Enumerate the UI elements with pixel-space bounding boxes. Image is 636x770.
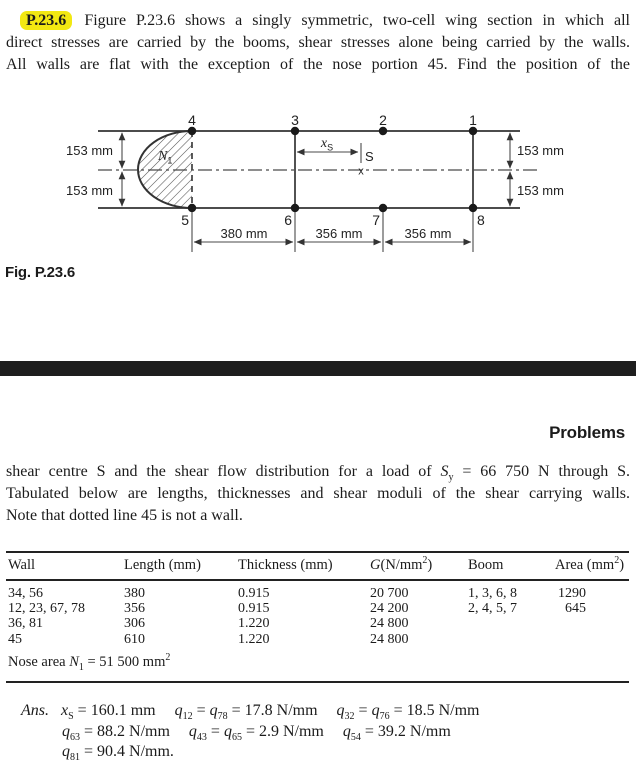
- nose-cell-label: $N_1$: [158, 149, 173, 166]
- boom-label-2: 2: [379, 112, 387, 128]
- cell-shear-modulus: 24 800: [370, 616, 409, 632]
- boom-dot-3: [291, 127, 299, 135]
- answer-q12-q78: $q_{12} = q_{78} = 17.8$ N/mm: [174, 702, 318, 723]
- header-wall: Wall: [8, 557, 36, 573]
- answer-q32-q76: $q_{32} = q_{76} = 18.5$ N/mm: [336, 702, 480, 723]
- answer-q43-q65: $q_{43} = q_{65} = 2.9$ N/mm: [188, 722, 324, 743]
- boom-dot-4: [188, 127, 196, 135]
- cell-area: 645: [565, 601, 586, 617]
- cell-thickness: 0.915: [238, 586, 270, 601]
- problem-statement-paragraph: [6, 10, 630, 76]
- cell-wall: 34, 56: [8, 586, 43, 601]
- description-line-3: Note that dotted line 45 is not a wall.: [6, 507, 243, 524]
- boom-label-1: 1: [469, 112, 477, 128]
- boom-label-6: 6: [284, 212, 292, 228]
- dim-label-356-b: 356 mm: [404, 226, 452, 241]
- figure-caption: Fig. P.23.6: [5, 264, 76, 281]
- page-break-bar: [0, 361, 636, 376]
- header-thickness: Thickness (mm): [238, 557, 333, 573]
- boom-dot-5: [188, 204, 196, 212]
- header-area: Area $(mm^2)$: [555, 555, 625, 573]
- statement-line-3: All walls are flat with the exception of the nose portion 45. Find the position of the: [6, 56, 630, 73]
- answer-q54: $q_{54} = 39.2$ N/mm: [342, 722, 451, 743]
- table-bottom-rule: [6, 681, 629, 683]
- description-line-1: shear centre S and the shear flow distribution for a load of $S_y = 66$ 750 N through S.: [6, 463, 631, 484]
- cell-thickness: 1.220: [238, 631, 270, 647]
- cell-boom: [468, 616, 555, 631]
- shear-centre-label: S: [365, 149, 374, 164]
- answers-line-3: [21, 742, 626, 763]
- xs-dim-label: $x_S$: [320, 136, 334, 153]
- dim-label-356-a: 356 mm: [315, 226, 363, 241]
- answers-line-1: [21, 701, 626, 722]
- statement-line-1: P.23.6 Figure P.23.6 shows a singly symmetric, two-cell wing section in which all: [6, 10, 630, 32]
- header-boom: Boom: [468, 557, 504, 573]
- cell-wall: 36, 81: [8, 616, 43, 632]
- wing-section-figure: [0, 99, 636, 261]
- cell-shear-modulus: 24 200: [370, 601, 409, 617]
- answers-label: Ans.: [21, 702, 49, 719]
- cell-shear-modulus: 24 800: [370, 631, 409, 647]
- dim-label-right-bottom: 153 mm: [517, 183, 564, 198]
- cell-length: 610: [124, 631, 145, 647]
- answers-line-2: [21, 722, 626, 743]
- dim-label-left-bottom: 153 mm: [66, 183, 113, 198]
- cell-thickness: 0.915: [238, 601, 270, 617]
- table-header-rule: [6, 579, 629, 581]
- cell-area: 1290: [558, 586, 586, 601]
- cell-length: 306: [124, 616, 145, 632]
- cell-boom: [468, 632, 555, 647]
- header-length: Length (mm): [124, 557, 201, 573]
- dim-label-right-top: 153 mm: [517, 143, 564, 158]
- cell-thickness: 1.220: [238, 616, 270, 632]
- boom-label-7: 7: [372, 212, 380, 228]
- boom-label-5: 5: [181, 212, 189, 228]
- cell-wall: 12, 23, 67, 78: [8, 601, 85, 617]
- statement-line-2: direct stresses are carried by the booms, shear stresses alone being carried by the walls.: [6, 34, 630, 51]
- boom-label-4: 4: [188, 112, 196, 128]
- cell-shear-modulus: 20 700: [370, 586, 409, 601]
- table-top-rule: [6, 551, 629, 553]
- cell-area: [555, 616, 586, 631]
- problem-description-paragraph: [6, 461, 630, 527]
- boom-label-8: 8: [477, 212, 485, 228]
- boom-dot-7: [379, 204, 387, 212]
- answers-block: [21, 701, 626, 763]
- boom-dot-8: [469, 204, 477, 212]
- boom-dot-2: [379, 127, 387, 135]
- cell-boom: 1, 3, 6, 8: [468, 586, 517, 601]
- nose-area-note: Nose area $N_1 = 51$ 500 $mm^2$: [8, 652, 171, 673]
- table-header-row: [6, 557, 630, 574]
- boom-label-3: 3: [291, 112, 299, 128]
- answer-xs: $x_S = 160.1$ mm: [61, 702, 156, 723]
- x-mark: x: [358, 165, 364, 178]
- dim-label-left-top: 153 mm: [66, 143, 113, 158]
- cell-boom: 2, 4, 5, 7: [468, 601, 517, 617]
- cell-wall: 45: [8, 631, 22, 647]
- dim-label-380: 380 mm: [220, 226, 268, 241]
- header-shear-modulus: $G(N/mm^2)$: [370, 555, 433, 573]
- boom-dot-1: [469, 127, 477, 135]
- problems-section-header: Problems: [549, 423, 625, 442]
- cell-length: 380: [124, 586, 145, 601]
- boom-dot-6: [291, 204, 299, 212]
- table-body: [6, 586, 630, 647]
- answer-q81: $q_{81} = 90.4$ N/mm.: [62, 743, 174, 764]
- cell-area: [555, 632, 586, 647]
- cell-length: 356: [124, 601, 145, 617]
- description-line-2: Tabulated below are lengths, thicknesses and shear moduli of the shear carrying walls.: [6, 485, 630, 502]
- answer-q63: $q_{63} = 88.2$ N/mm: [62, 722, 170, 743]
